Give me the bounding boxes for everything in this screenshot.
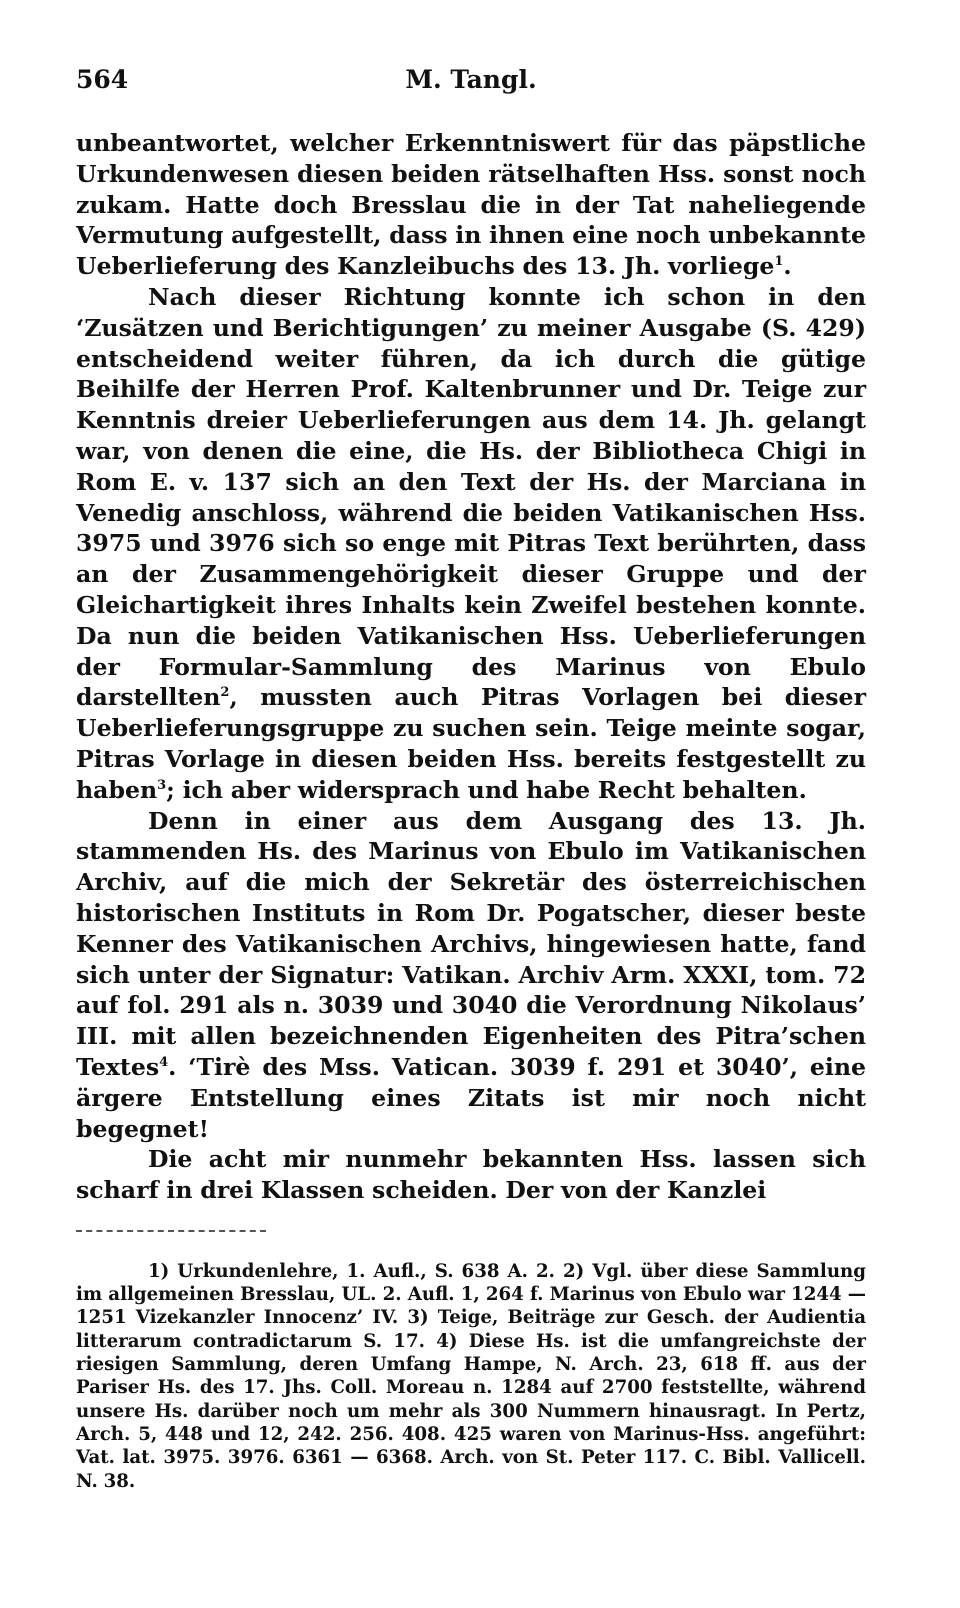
paragraph-text: Nach dieser Richtung konnte ich schon in den ‘Zusätzen und Berichtigungen’ zu meiner Ausgabe (S. 429) entscheidend weiter führen, da ich durch die gütige Beihilfe der Herren Prof. Kaltenbrunner und Dr. Teige zur Kenntnis dreier Ueberlieferungen aus dem 14. Jh. gelangt war, von denen die eine, die Hs. der Bibliotheca Chigi in Rom E. v. 137 sich an den Text der Hs. der Marciana in Venedig anschloss, während die beiden Vatikanischen Hss. 3975 und 3976 sich so enge mit Pitras Text berührten, dass an der Zusammengehörigkeit dieser Gruppe und der Gleichartigkeit ihres Inhalts kein Zweifel bestehen konnte. Da nun die beiden Vatikanischen Hss. Ueberlieferungen der Formular-Sammlung des Marinus von Ebulo darstellten bbox=[76, 282, 866, 712]
footnote-mark: 1 bbox=[774, 254, 784, 270]
footnote-mark: 2 bbox=[220, 685, 230, 701]
document-page bbox=[76, 60, 866, 1493]
footnote-divider bbox=[76, 1230, 266, 1232]
running-title: M. Tangl. bbox=[405, 65, 537, 94]
paragraph-text: Denn in einer aus dem Ausgang des 13. Jh. stammenden Hs. des Marinus von Ebulo im Vatikanischen Archiv, auf die mich der Sekretär des österreichischen historischen Instituts in Rom Dr. Pogatscher, dieser beste Kenner des Vatikanischen Archivs, hingewiesen hatte, fand sich unter der Signatur: Vatikan. Archiv Arm. XXXI, tom. 72 auf fol. 291 als n. 3039 und 3040 die Verordnung Nikolaus’ III. mit allen bezeichnenden Eigenheiten des Pitra’schen Textes bbox=[76, 806, 866, 1081]
running-head bbox=[76, 60, 866, 100]
paragraph bbox=[76, 1144, 866, 1206]
paragraph-text: . ‘Tirè des Mss. Vatican. 3039 f. 291 et 3040’, eine ärgere Entstellung eines Zitats ist mir noch nicht begegnet! bbox=[76, 1052, 866, 1143]
footnote-text: 1) Urkundenlehre, 1. Aufl., S. 638 A. 2. 2) Vgl. über diese Sammlung im allgemeinen Bresslau, UL. 2. Aufl. 1, 264 f. Marinus von Ebulo war 1244 — 1251 Vizekanzler Innocenz’ IV. 3) Teige, Beiträge zur Gesch. der Audientia litterarum contradictarum S. 17. 4) Diese Hs. ist die umfangreichste der riesigen Sammlung, deren Umfang Hampe, N. Arch. 23, 618 ff. aus der Pariser Hs. des 17. Jhs. Coll. Moreau n. 1284 auf 2700 feststellte, während unsere Hs. darüber noch um mehr als 300 Nummern hinausragt. In Pertz, Arch. 5, 448 und 12, 242. 256. 408. 425 waren von Marinus-Hss. angeführt: Vat. lat. 3975. 3976. 6361 — 6368. Arch. von St. Peter 117. C. Bibl. Vallicell. N. 38. bbox=[76, 1260, 866, 1492]
paragraph-text: Die acht mir nunmehr bekannten Hss. lassen sich scharf in drei Klassen scheiden. Der von der Kanzlei bbox=[76, 1145, 866, 1205]
paragraph bbox=[76, 806, 866, 1145]
footnote-mark: 3 bbox=[157, 777, 167, 793]
paragraph: unbeantwortet, welcher Erkenntniswert für das päpstliche Urkundenwesen diesen beiden rätselhaften Hss. sonst noch zukam. Hatte doch Bresslau die in der Tat naheliegende Vermutung aufgestellt, dass in ihnen eine noch unbekannte Ueberlieferung des Kanzleibuchs des 13. Jh. vorliege$^1$. bbox=[76, 129, 866, 281]
footnote-mark: 4 bbox=[159, 1055, 169, 1071]
body-text bbox=[76, 128, 866, 1206]
page-number: 564 bbox=[76, 65, 129, 94]
footnotes bbox=[76, 1260, 866, 1493]
paragraph bbox=[76, 282, 866, 806]
paragraph-text: ; ich aber widersprach und habe Recht behalten. bbox=[166, 775, 807, 804]
paragraph-text: unbeantwortet, welcher Erkenntniswert für das päpstliche Urkundenwesen diesen beiden rätselhaften Hss. sonst noch zukam. Hatte doch Bresslau die in der Tat naheliegende Vermutung aufgestellt, dass in ihnen eine noch unbekannte Ueberlieferung des Kanzleibuchs des 13. Jh. vorliege bbox=[76, 129, 866, 281]
paragraph-text: , mussten auch Pitras Vorlagen bei dieser Ueberlieferungsgruppe zu suchen sein. Teige meinte sogar, Pitras Vorlage in diesen beiden Hss. bereits festgestellt zu haben bbox=[76, 683, 866, 804]
